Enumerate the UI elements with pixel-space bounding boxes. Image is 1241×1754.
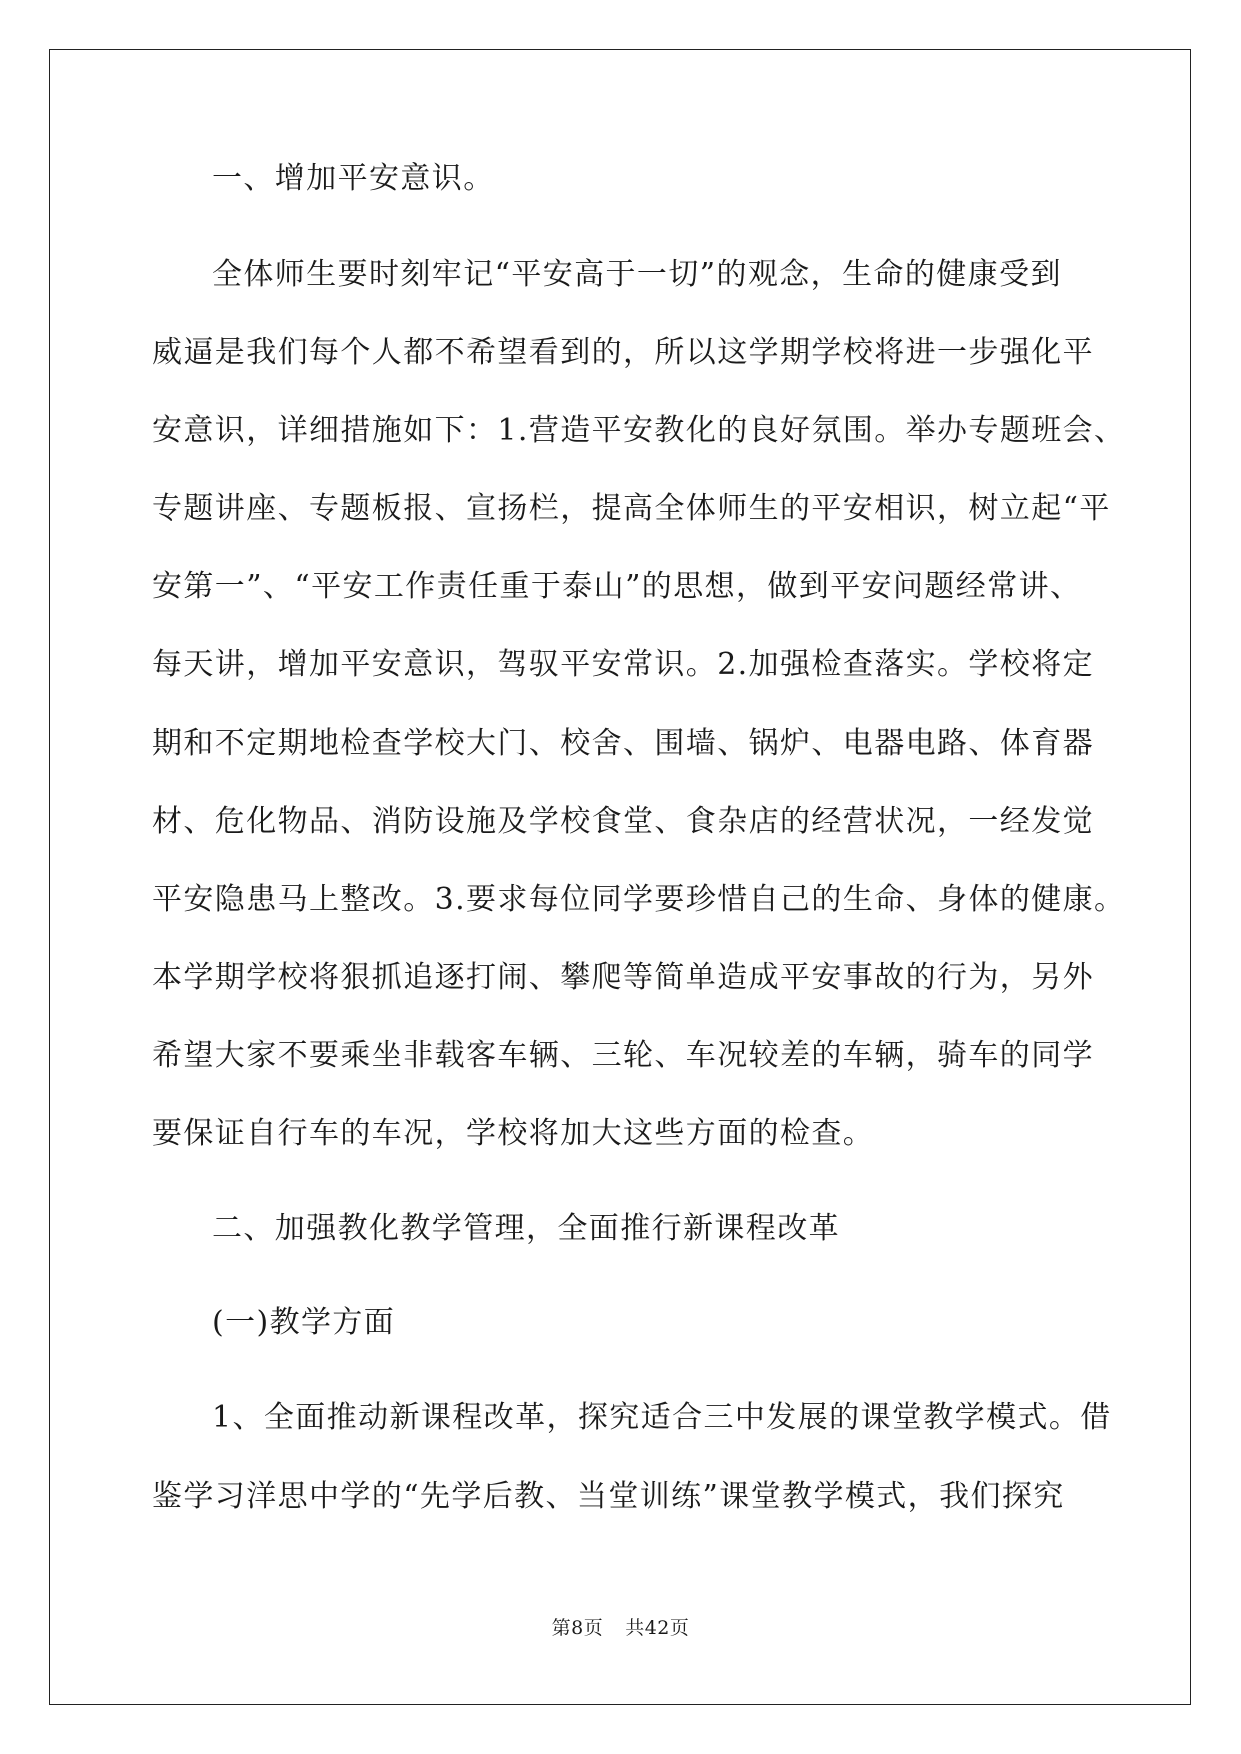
paragraph-line: 专题讲座、专题板报、宣扬栏，提高全体师生的平安相识，树立起“平 xyxy=(152,491,1111,526)
page-footer xyxy=(0,1616,1241,1640)
paragraph-line: 鉴学习洋思中学的“先学后教、当堂训练”课堂教学模式，我们探究 xyxy=(152,1479,1065,1514)
paragraph-line: 每天讲，增加平安意识，驾驭平安常识。2.加强检查落实。学校将定 xyxy=(152,647,1095,682)
section-heading-2: 二、加强教化教学管理，全面推行新课程改革 xyxy=(212,1211,840,1246)
paragraph-line: 材、危化物品、消防设施及学校食堂、食杂店的经营状况，一经发觉 xyxy=(152,804,1094,839)
page-total: 共42页 xyxy=(625,1617,690,1639)
paragraph-line: 安第一”、“平安工作责任重于泰山”的思想，做到平安问题经常讲、 xyxy=(152,569,1082,604)
page-border xyxy=(49,49,1191,1705)
paragraph-line: 安意识，详细措施如下：1.营造平安教化的良好氛围。举办专题班会、 xyxy=(152,413,1126,448)
paragraph-line: 希望大家不要乘坐非载客车辆、三轮、车况较差的车辆，骑车的同学 xyxy=(152,1038,1094,1073)
paragraph-line: 本学期学校将狠抓追逐打闹、攀爬等简单造成平安事故的行为，另外 xyxy=(152,960,1094,995)
section-heading-1: 一、增加平安意识。 xyxy=(212,161,495,196)
page-number: 第8页 xyxy=(551,1617,604,1639)
paragraph-line: 1、全面推动新课程改革，探究适合三中发展的课堂教学模式。借 xyxy=(212,1400,1112,1435)
subsection-heading: (一)教学方面 xyxy=(212,1305,396,1340)
paragraph-line: 威逼是我们每个人都不希望看到的，所以这学期学校将进一步强化平 xyxy=(152,335,1094,370)
paragraph-line: 期和不定期地检查学校大门、校舍、围墙、锅炉、电器电路、体育器 xyxy=(152,726,1094,761)
paragraph-line: 平安隐患马上整改。3.要求每位同学要珍惜自己的生命、身体的健康。 xyxy=(152,882,1126,917)
paragraph-line: 全体师生要时刻牢记“平安高于一切”的观念，生命的健康受到 xyxy=(212,257,1062,292)
paragraph-line: 要保证自行车的车况，学校将加大这些方面的检查。 xyxy=(152,1116,875,1151)
